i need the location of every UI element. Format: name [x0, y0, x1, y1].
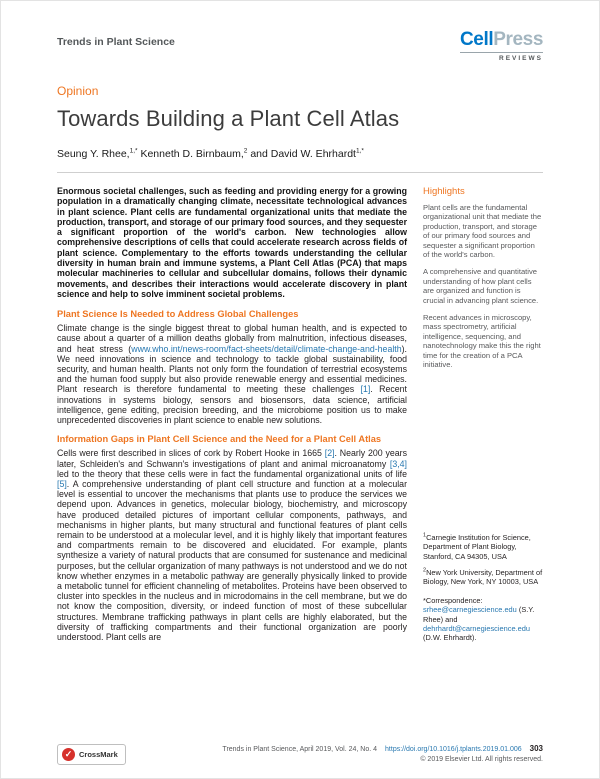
affiliation-1-text: Carnegie Institution for Science, Department of Plant Biology, Stanford, CA 94305, USA — [423, 533, 531, 561]
crossmark-icon: ✓ — [62, 748, 75, 761]
reference-3-4-link[interactable]: [3,4] — [389, 458, 407, 469]
reference-5-link[interactable]: [5] — [57, 478, 67, 489]
logo-cell-text: Cell — [459, 29, 494, 50]
page-title: Towards Building a Plant Cell Atlas — [57, 106, 400, 131]
reference-2-link[interactable]: [2] — [324, 448, 335, 459]
cellpress-logo — [460, 30, 543, 62]
header-divider — [57, 172, 543, 173]
page-header — [57, 30, 543, 62]
author-3: and David W. Ehrhardt — [247, 148, 356, 160]
journal-name: Trends in Plant Science — [57, 36, 175, 48]
paragraph-text: Cells were first described in slices of cork by Robert Hooke in 1665 — [57, 448, 325, 459]
affiliation-2-sup: 2 — [423, 567, 427, 574]
highlight-item-2: A comprehensive and quantitative understanding of how plant cells are organized and function is crucial in advancing plant science. — [423, 267, 539, 305]
page-number: 303 — [529, 744, 543, 753]
email-link-rhee[interactable]: srhee@carnegiescience.edu — [423, 605, 517, 615]
highlights-heading: Highlights — [423, 186, 465, 197]
logo-reviews-text: REVIEWS — [460, 52, 543, 62]
affiliation-1-sup: 1 — [423, 532, 427, 539]
correspondence-block — [423, 596, 543, 642]
journal-citation: Trends in Plant Science, April 2019, Vol. 24, No. 4 — [222, 746, 378, 753]
paragraph-text: . Nearly 200 years later, Schleiden's and Schwann's investigations of plant and animal microanatomy — [57, 448, 407, 469]
author-3-affiliation-sup: 1,* — [355, 147, 364, 155]
copyright-line: © 2019 Elsevier Ltd. All rights reserved. — [420, 756, 543, 763]
correspondence-label: *Correspondence: — [423, 596, 483, 606]
who-url-link[interactable]: www.who.int/news-room/fact-sheets/detail/climate-change-and-health — [131, 343, 402, 354]
paragraph-text: . Recent innovations in systems biology, sensors and biosensors, data science, artificial intelligence, gene editing, precision breeding, and the microbiome position us to make unprecedented discoveries in plant science to enable new solutions. — [57, 384, 408, 426]
affiliation-2 — [423, 568, 543, 586]
affiliations-block — [423, 533, 543, 642]
abstract: Enormous societal challenges, such as feeding and providing energy for a growing population in a dramatically changing climate, necessitate technological advances in plant science. Plant cells are fundamental organizational units that mediate the production, transport, and storage of our primary food sources, and they sequester a significant proportion of the world's carbon. New technologies allow comprehensive descriptions of cells that could accelerate research across fields of plant science. Complementary to the efforts towards understanding the cellular diversity in human brain and immune systems, a Plant Cell Atlas (PCA) that maps molecular machineries to cellular and subcellular domains, follows their dynamic movements, and describes their interactions would accelerate discovery in plant science and help to solve imminent societal problems. — [57, 186, 407, 299]
crossmark-label: CrossMark — [79, 750, 118, 759]
citation-line — [222, 744, 543, 755]
main-column — [57, 186, 407, 642]
article-content — [57, 186, 543, 642]
affiliation-1 — [423, 533, 543, 561]
author-1-affiliation-sup: 1,* — [129, 147, 138, 155]
author-line — [57, 148, 543, 160]
crossmark-badge[interactable] — [57, 744, 126, 765]
author-2-affiliation-sup: 2 — [243, 147, 248, 155]
paragraph-text: led to the theory that these cells were in fact the fundamental organizational units of life — [57, 468, 407, 479]
logo-press-text: Press — [493, 29, 543, 50]
section-heading-information-gaps: Information Gaps in Plant Cell Science and the Need for a Plant Cell Atlas — [57, 434, 382, 445]
highlight-item-3: Recent advances in microscopy, mass spectrometry, artificial intelligence, sequencing, and nanotechnology make this the right time for the creation of a PCA initiative. — [423, 313, 541, 370]
paragraph-text: ). We need innovations in science and technology to tackle global sustainability, food security, and human health. Plants not only form the foundation of terrestrial ecosystems and the human food supply but also provide renewable energy and essential medicines. Plant research is therefore fundamental to meeting these challenges — [57, 343, 407, 395]
paragraph-challenges — [57, 323, 407, 425]
doi-link[interactable]: https://doi.org/10.1016/j.tplants.2019.01.006 — [385, 746, 522, 753]
article-type-label: Opinion — [57, 84, 99, 98]
footer-citation-block — [222, 744, 543, 765]
paragraph-information-gaps — [57, 448, 407, 642]
section-heading-challenges: Plant Science Is Needed to Address Global Challenges — [57, 309, 299, 320]
author-2: Kenneth D. Birnbaum, — [137, 148, 244, 160]
correspondence-text: (S.Y. Rhee) and — [423, 605, 535, 624]
highlight-item-1: Plant cells are the fundamental organizational unit that mediate the production, transport, and storage of our primary food sources and sequester a significant proportion of the world's carbon. — [423, 203, 542, 260]
correspondence-text: (D.W. Ehrhardt). — [423, 632, 477, 642]
paragraph-text: . A comprehensive understanding of plant cell structure and function at a molecular level is essential to uncover the mechanisms that plants use to produce the services we depend upon. Advances in genetics, molecular biology, biochemistry, and microscopy have produced detailed pictures of important cellular components, pathways, and mechanisms in higher plants, but many structural and functional features of plant cells remain to be understood at a molecular level, and it is highly likely that important features and compartments remain to be discovered and elucidated. For example, plants synthesize a variety of natural products that are consumed for sustenance and medicinal purposes, but the cellular organization of many pathways is not understood and we do not know whether enzymes in a metabolic pathway are generally physically linked to provide a metabolic tunnel for efficient channeling of metabolites. Proteins have been observed to cluster into speckles in the nucleus and in microdomains in the cell membrane, but we do not know the composition, diversity, or indeed function of most of these subcellular structures. Membrane trafficking pathways in plant cells are highly elaborated, but the diversity of trafficking compartments and their functional organization are poorly understood. Plant cells are — [57, 478, 407, 642]
email-link-ehrhardt[interactable]: dehrhardt@carnegiescience.edu — [423, 623, 530, 633]
author-1: Seung Y. Rhee, — [57, 148, 130, 160]
affiliation-2-text: New York University, Department of Biology, New York, NY 10003, USA — [423, 567, 543, 586]
reference-1-link[interactable]: [1] — [360, 384, 371, 395]
paragraph-text: Climate change is the single biggest threat to global human health, and is expected to cause about a quarter of a million deaths globally from malnutrition, infectious diseases, and heat stress ( — [57, 323, 407, 354]
page-footer — [57, 744, 543, 765]
cellpress-wordmark — [460, 30, 543, 49]
sidebar-column — [423, 186, 543, 642]
